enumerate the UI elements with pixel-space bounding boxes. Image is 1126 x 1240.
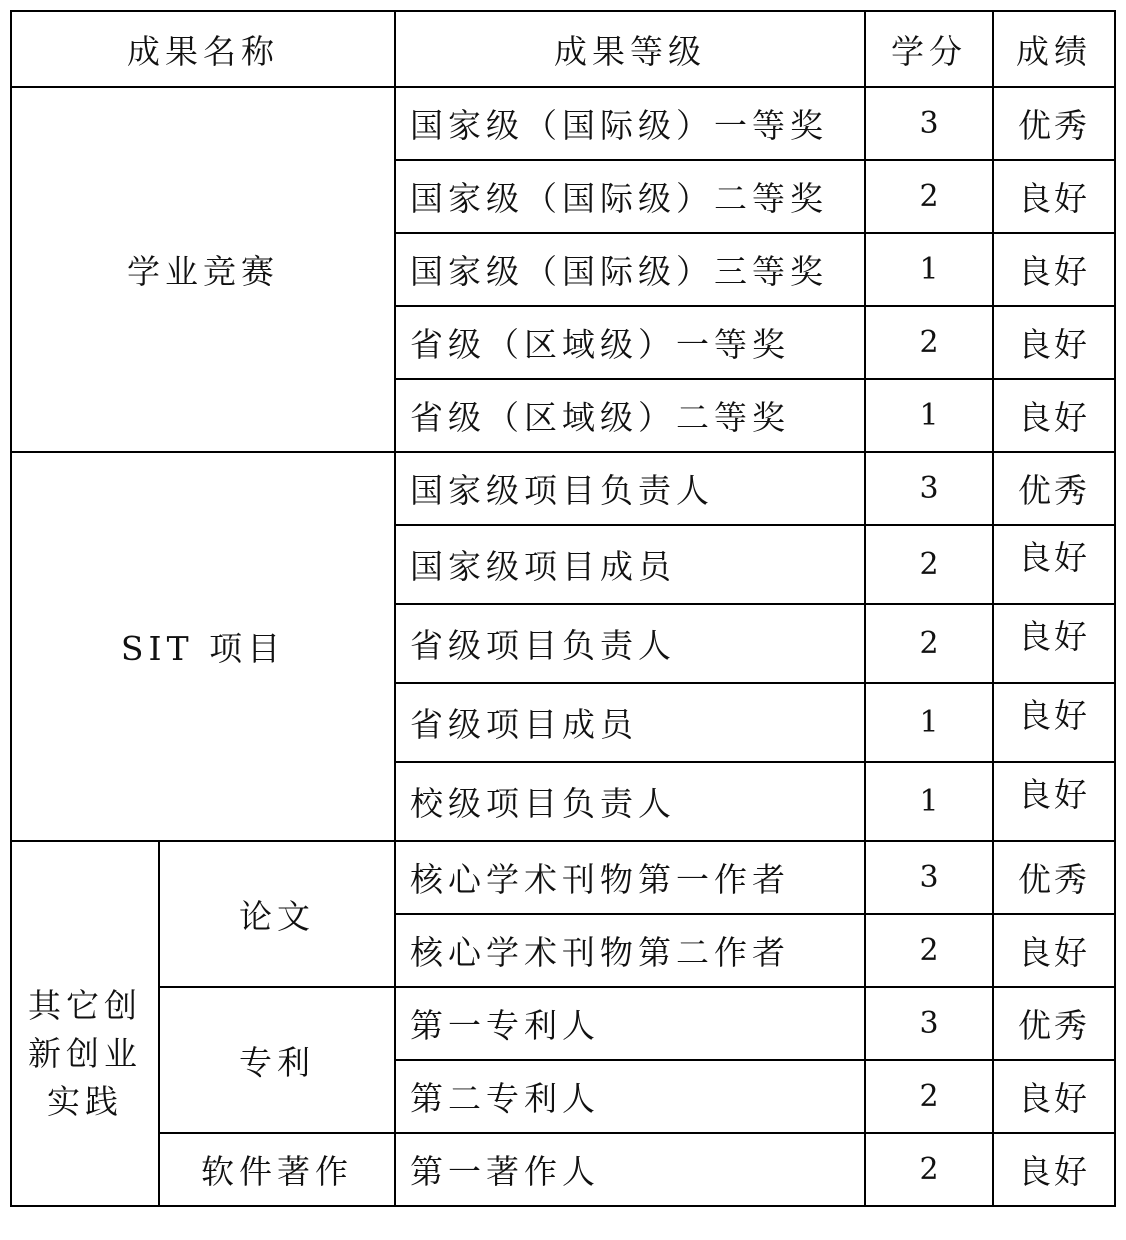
level-cell: 核心学术刊物第一作者	[395, 841, 865, 914]
level-cell: 第一专利人	[395, 987, 865, 1060]
credit-cell: 3	[865, 841, 993, 914]
credit-cell: 2	[865, 604, 993, 683]
table-row	[11, 452, 1115, 525]
credit-cell: 3	[865, 87, 993, 160]
level-cell: 国家级项目成员	[395, 525, 865, 604]
credit-cell: 3	[865, 452, 993, 525]
grade-cell: 优秀	[993, 841, 1115, 914]
grade-cell: 良好	[993, 914, 1115, 987]
group-sit: SIT 项目	[11, 452, 395, 841]
group-other-line1: 其它创	[28, 985, 142, 1025]
subgroup-paper: 论文	[159, 841, 395, 987]
subgroup-software: 软件著作	[159, 1133, 395, 1206]
level-cell: 校级项目负责人	[395, 762, 865, 841]
level-cell: 省级（区域级）一等奖	[395, 306, 865, 379]
subgroup-patent: 专利	[159, 987, 395, 1133]
grade-cell: 良好	[993, 683, 1115, 762]
table-row	[11, 987, 1115, 1060]
table-row	[11, 841, 1115, 914]
level-cell: 国家级（国际级）三等奖	[395, 233, 865, 306]
grade-cell: 良好	[993, 604, 1115, 683]
credit-cell: 1	[865, 233, 993, 306]
level-cell: 国家级（国际级）一等奖	[395, 87, 865, 160]
level-cell: 省级（区域级）二等奖	[395, 379, 865, 452]
level-cell: 省级项目成员	[395, 683, 865, 762]
grade-cell: 良好	[993, 762, 1115, 841]
credit-cell: 2	[865, 914, 993, 987]
level-cell: 第二专利人	[395, 1060, 865, 1133]
credit-cell: 3	[865, 987, 993, 1060]
grade-cell: 良好	[993, 160, 1115, 233]
level-cell: 省级项目负责人	[395, 604, 865, 683]
credit-cell: 2	[865, 1133, 993, 1206]
group-other	[11, 841, 159, 1206]
table-row	[11, 87, 1115, 160]
header-grade: 成绩	[993, 11, 1115, 87]
grade-cell: 良好	[993, 1133, 1115, 1206]
header-level: 成果等级	[395, 11, 865, 87]
level-cell: 国家级（国际级）二等奖	[395, 160, 865, 233]
level-cell: 国家级项目负责人	[395, 452, 865, 525]
grade-cell: 优秀	[993, 987, 1115, 1060]
credit-cell: 2	[865, 306, 993, 379]
grade-cell: 良好	[993, 233, 1115, 306]
credit-table	[10, 10, 1116, 1207]
credit-cell: 2	[865, 160, 993, 233]
credit-cell: 1	[865, 379, 993, 452]
group-other-line2: 新创业	[28, 1033, 142, 1073]
credit-cell: 1	[865, 683, 993, 762]
grade-cell: 优秀	[993, 87, 1115, 160]
group-other-line3: 实践	[47, 1081, 123, 1121]
grade-cell: 良好	[993, 525, 1115, 604]
credit-cell: 2	[865, 1060, 993, 1133]
credit-cell: 1	[865, 762, 993, 841]
header-row	[11, 11, 1115, 87]
grade-cell: 良好	[993, 306, 1115, 379]
grade-cell: 优秀	[993, 452, 1115, 525]
level-cell: 核心学术刊物第二作者	[395, 914, 865, 987]
level-cell: 第一著作人	[395, 1133, 865, 1206]
header-credit: 学分	[865, 11, 993, 87]
credit-cell: 2	[865, 525, 993, 604]
grade-cell: 良好	[993, 379, 1115, 452]
table-row	[11, 1133, 1115, 1206]
grade-cell: 良好	[993, 1060, 1115, 1133]
header-name: 成果名称	[11, 11, 395, 87]
group-competition: 学业竞赛	[11, 87, 395, 452]
